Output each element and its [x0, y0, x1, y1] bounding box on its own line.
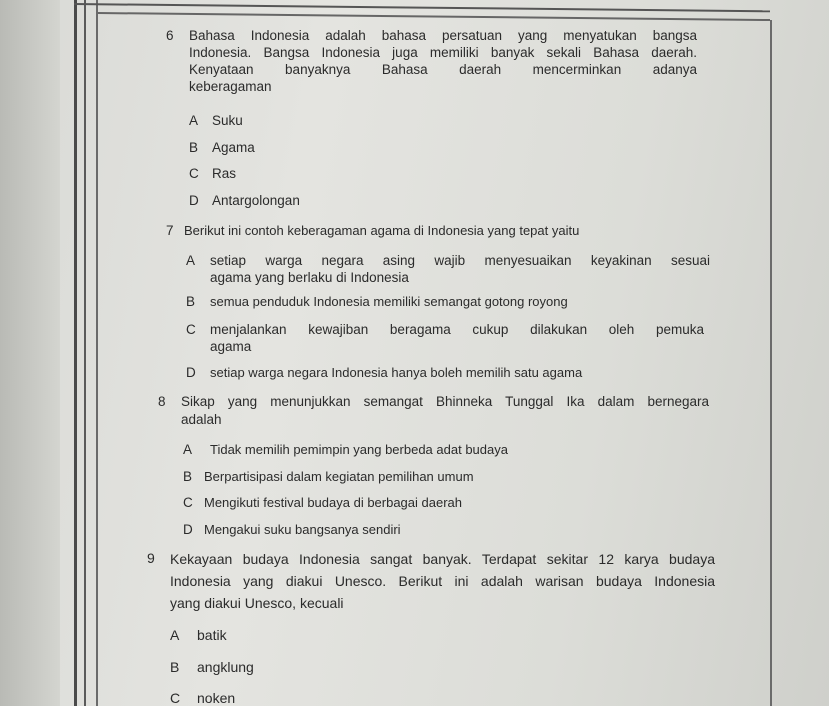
option-text: Suku	[212, 113, 243, 128]
option-letter: A	[170, 627, 180, 643]
question-text-line: Kekayaan budaya Indonesia sangat banyak. Terdapat sekitar 12 karya budaya	[170, 551, 715, 567]
option-text-line: agama yang berlaku di Indonesia	[210, 270, 409, 285]
question-number: 9	[147, 550, 155, 566]
option-letter: A	[183, 442, 193, 457]
question-text-line: keberagaman	[189, 79, 272, 94]
question-text-line: Bahasa Indonesia adalah bahasa persatuan yang menyatukan bangsa	[189, 28, 697, 43]
question-text-line: adalah	[181, 412, 222, 427]
question-number: 7	[166, 223, 174, 238]
option-text-line: setiap warga negara asing wajib menyesuaikan keyakinan sesuai	[210, 253, 710, 268]
option-text: Tidak memilih pemimpin yang berbeda adat budaya	[210, 442, 508, 457]
option-letter: D	[189, 193, 199, 208]
question-text-line: Kenyataan banyaknya Bahasa daerah mencerminkan adanya	[189, 62, 697, 77]
question-text-line: Indonesia yang diakui Unesco. Berikut ini adalah warisan budaya Indonesia	[170, 573, 715, 589]
option-text: Mengakui suku bangsanya sendiri	[204, 522, 401, 537]
option-text: Mengikuti festival budaya di berbagai daerah	[204, 495, 463, 510]
question-text-line: Indonesia. Bangsa Indonesia juga memiliki banyak sekali Bahasa daerah.	[189, 45, 697, 60]
question-text-line: Sikap yang menunjukkan semangat Bhinneka Tunggal Ika dalam bernegara	[181, 394, 709, 409]
option-letter: B	[170, 659, 180, 675]
option-letter: A	[189, 113, 199, 128]
option-text: noken	[197, 690, 236, 706]
option-letter: C	[170, 690, 181, 706]
option-text: Ras	[212, 166, 237, 181]
option-text-line: agama	[210, 339, 252, 354]
option-text: Antargolongan	[212, 193, 300, 208]
option-letter: C	[186, 322, 196, 337]
option-text: Berpartisipasi dalam kegiatan pemilihan umum	[204, 469, 474, 484]
option-letter: B	[186, 294, 196, 309]
option-text: batik	[197, 627, 227, 643]
option-text-line: menjalankan kewajiban beragama cukup dilakukan oleh pemuka	[210, 322, 704, 337]
option-letter: D	[186, 365, 196, 380]
question-text-line: Berikut ini contoh keberagaman agama di Indonesia yang tepat yaitu	[184, 223, 580, 238]
option-letter: C	[183, 495, 193, 510]
option-letter: A	[186, 253, 196, 268]
option-text-line: setiap warga negara Indonesia hanya boleh memilih satu agama	[210, 365, 583, 380]
question-number: 6	[166, 28, 174, 43]
option-letter: B	[189, 140, 199, 155]
question-number: 8	[158, 394, 166, 409]
option-text: Agama	[212, 140, 255, 155]
option-letter: D	[183, 522, 193, 537]
option-text-line: semua penduduk Indonesia memiliki semangat gotong royong	[210, 294, 568, 309]
option-letter: B	[183, 469, 193, 484]
option-letter: C	[189, 166, 199, 181]
question-text-line: yang diakui Unesco, kecuali	[170, 595, 344, 611]
option-text: angklung	[197, 659, 254, 675]
